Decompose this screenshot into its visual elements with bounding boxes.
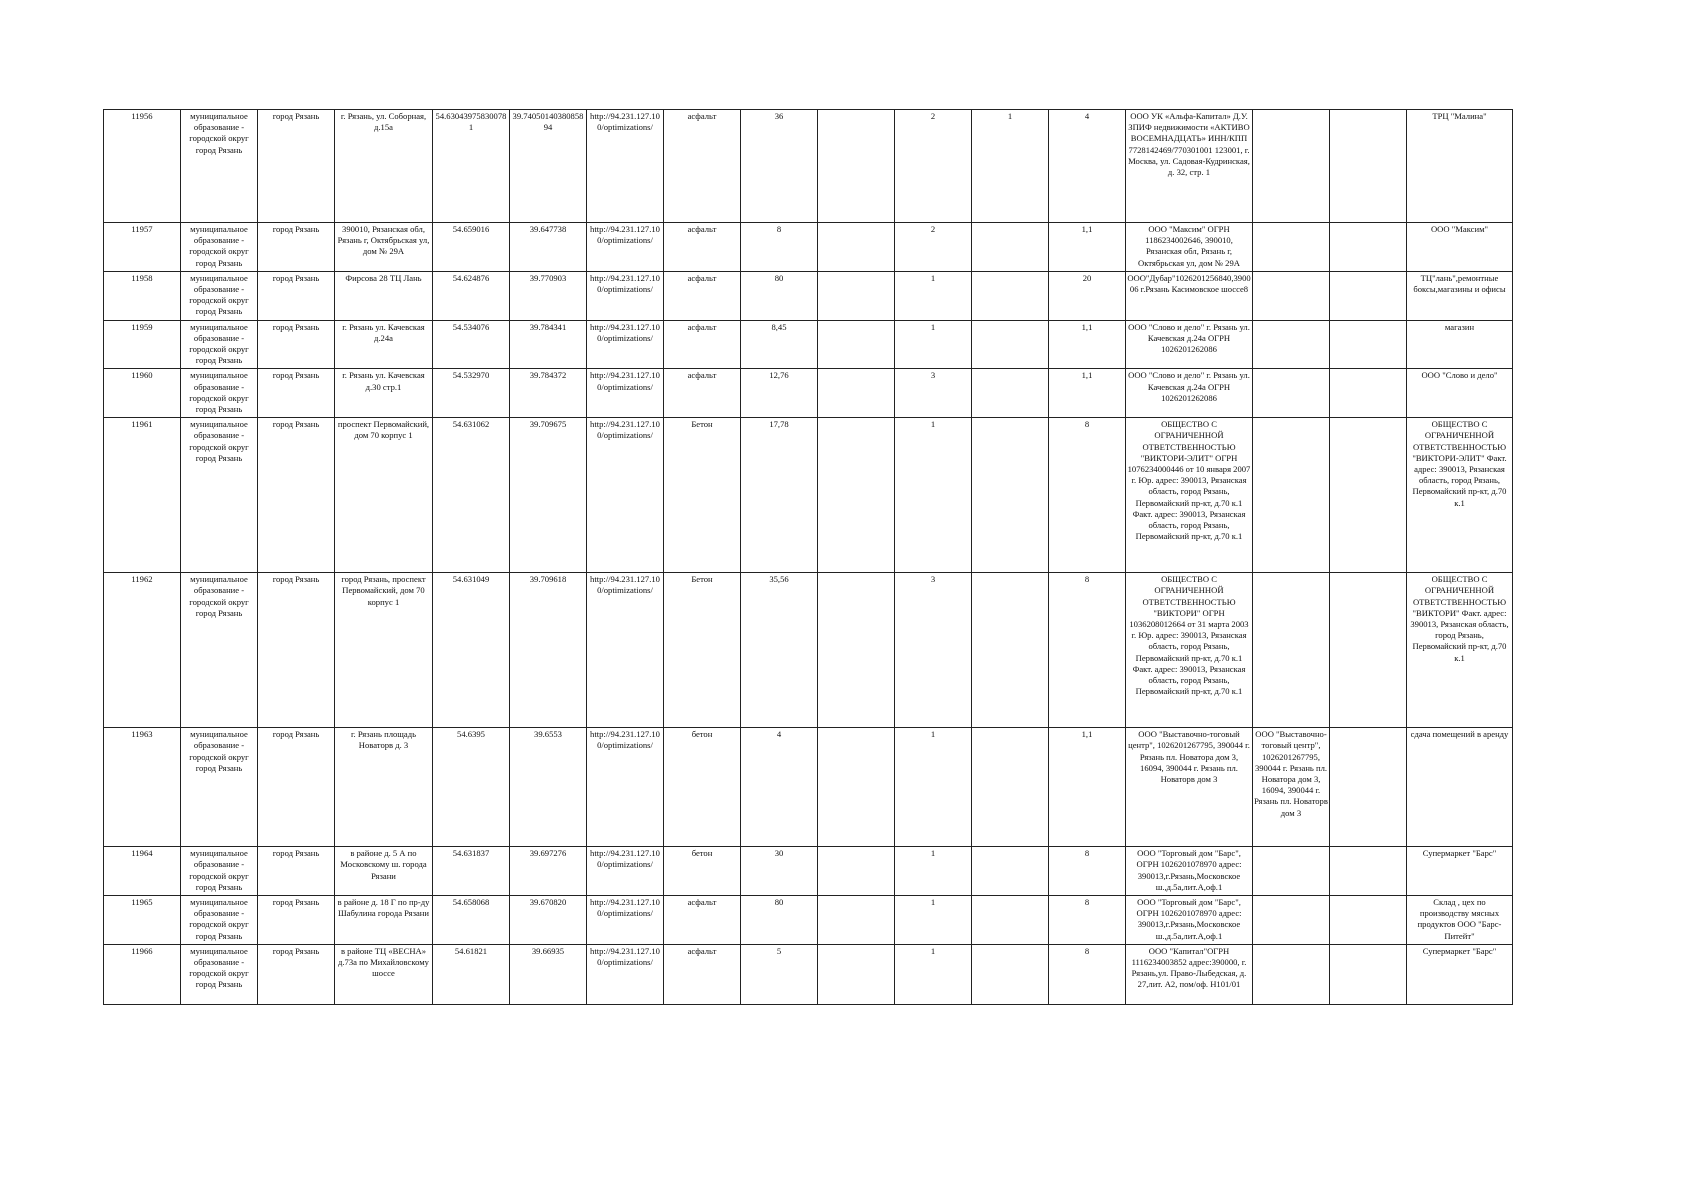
latitude-cell: 54.61821	[433, 944, 510, 1004]
municipality-cell: муниципальное образование - городской округ город Рязань	[181, 728, 258, 847]
volume-cell: 8	[1049, 418, 1126, 573]
url-cell: http://94.231.127.100/optimizations/	[587, 573, 664, 728]
container-count-cell: 2	[895, 110, 972, 223]
planned-count-cell	[972, 369, 1049, 418]
empty-cell	[1330, 418, 1407, 573]
volume-cell: 1,1	[1049, 320, 1126, 369]
empty-cell	[1330, 896, 1407, 945]
municipality-cell: муниципальное образование - городской округ город Рязань	[181, 418, 258, 573]
settlement-cell: город Рязань	[258, 110, 335, 223]
container-count-cell: 1	[895, 271, 972, 320]
latitude-cell: 54.631062	[433, 418, 510, 573]
latitude-cell: 54.659016	[433, 223, 510, 272]
owner-extra-cell	[1253, 896, 1330, 945]
empty-cell	[818, 320, 895, 369]
row-id: 11956	[104, 110, 181, 223]
empty-cell	[818, 896, 895, 945]
area-cell: 4	[741, 728, 818, 847]
settlement-cell: город Рязань	[258, 320, 335, 369]
waste-source-cell: ОБЩЕСТВО С ОГРАНИЧЕННОЙ ОТВЕТСТВЕННОСТЬЮ "ВИКТОРИ" Факт. адрес: 390013, Рязанская область, город Рязань, Первомайский пр-кт, д.70 к.1	[1407, 573, 1513, 728]
longitude-cell: 39.647738	[510, 223, 587, 272]
url-cell: http://94.231.127.100/optimizations/	[587, 223, 664, 272]
row-id: 11965	[104, 896, 181, 945]
table-row	[104, 847, 1513, 896]
owner-extra-cell	[1253, 223, 1330, 272]
container-count-cell: 1	[895, 847, 972, 896]
planned-count-cell	[972, 271, 1049, 320]
url-cell: http://94.231.127.100/optimizations/	[587, 847, 664, 896]
container-count-cell: 3	[895, 573, 972, 728]
settlement-cell: город Рязань	[258, 847, 335, 896]
row-id: 11957	[104, 223, 181, 272]
empty-cell	[818, 573, 895, 728]
url-cell: http://94.231.127.100/optimizations/	[587, 271, 664, 320]
planned-count-cell: 1	[972, 110, 1049, 223]
longitude-cell: 39.6553	[510, 728, 587, 847]
owner-cell: ООО "Максим" ОГРН 1186234002646, 390010, Рязанская обл, Рязань г, Октябрьская ул, дом № 29А	[1126, 223, 1253, 272]
address-cell: в районе д. 5 А по Московскому ш. города Рязани	[335, 847, 433, 896]
row-id: 11962	[104, 573, 181, 728]
area-cell: 36	[741, 110, 818, 223]
empty-cell	[818, 728, 895, 847]
volume-cell: 8	[1049, 573, 1126, 728]
owner-cell: ООО"Дубар"1026201256840,390006 г.Рязань Касимовское шоссе8	[1126, 271, 1253, 320]
planned-count-cell	[972, 223, 1049, 272]
municipality-cell: муниципальное образование - городской округ город Рязань	[181, 944, 258, 1004]
latitude-cell: 54.624876	[433, 271, 510, 320]
area-cell: 5	[741, 944, 818, 1004]
longitude-cell: 39.784341	[510, 320, 587, 369]
table-row	[104, 110, 1513, 223]
registry-table-body	[104, 110, 1513, 1005]
settlement-cell: город Рязань	[258, 896, 335, 945]
empty-cell	[1330, 944, 1407, 1004]
owner-extra-cell	[1253, 110, 1330, 223]
owner-extra-cell	[1253, 320, 1330, 369]
latitude-cell: 54.532970	[433, 369, 510, 418]
table-row	[104, 944, 1513, 1004]
container-count-cell: 1	[895, 728, 972, 847]
owner-extra-cell	[1253, 418, 1330, 573]
empty-cell	[818, 223, 895, 272]
owner-cell: ОБЩЕСТВО С ОГРАНИЧЕННОЙ ОТВЕТСТВЕННОСТЬЮ "ВИКТОРИ-ЭЛИТ" ОГРН 1076234000446 от 10 января 2007 г. Юр. адрес: 390013, Рязанская область, город Рязань, Первомайский пр-кт, д.70 к.1 Факт. адрес: 390013, Рязанская область, город Рязань, Первомайский пр-кт, д.70 к.1	[1126, 418, 1253, 573]
owner-extra-cell	[1253, 271, 1330, 320]
container-count-cell: 1	[895, 944, 972, 1004]
area-cell: 80	[741, 271, 818, 320]
address-cell: г. Рязань площадь Новаторв д. 3	[335, 728, 433, 847]
address-cell: г. Рязань ул. Качевская д.30 стр.1	[335, 369, 433, 418]
surface-cell: асфальт	[664, 320, 741, 369]
owner-extra-cell	[1253, 847, 1330, 896]
waste-source-cell: ООО "Слово и дело"	[1407, 369, 1513, 418]
address-cell: проспект Первомайский, дом 70 корпус 1	[335, 418, 433, 573]
longitude-cell: 39.709618	[510, 573, 587, 728]
owner-cell: ООО "Торговый дом "Барс", ОГРН 1026201078970 адрес: 390013,г.Рязань,Московское ш.,д.5а,лит.А,оф.1	[1126, 896, 1253, 945]
volume-cell: 1,1	[1049, 369, 1126, 418]
waste-source-cell: Склад , цех по производству мясных продуктов ООО "Барс-Питейт"	[1407, 896, 1513, 945]
settlement-cell: город Рязань	[258, 728, 335, 847]
surface-cell: асфальт	[664, 896, 741, 945]
surface-cell: бетон	[664, 847, 741, 896]
surface-cell: асфальт	[664, 271, 741, 320]
area-cell: 30	[741, 847, 818, 896]
settlement-cell: город Рязань	[258, 271, 335, 320]
empty-cell	[1330, 847, 1407, 896]
empty-cell	[818, 110, 895, 223]
container-count-cell: 1	[895, 896, 972, 945]
empty-cell	[1330, 271, 1407, 320]
settlement-cell: город Рязань	[258, 573, 335, 728]
registry-table	[103, 109, 1513, 1005]
area-cell: 12,76	[741, 369, 818, 418]
table-row	[104, 728, 1513, 847]
volume-cell: 8	[1049, 944, 1126, 1004]
area-cell: 80	[741, 896, 818, 945]
area-cell: 17,78	[741, 418, 818, 573]
empty-cell	[818, 944, 895, 1004]
municipality-cell: муниципальное образование - городской округ город Рязань	[181, 896, 258, 945]
latitude-cell: 54.631837	[433, 847, 510, 896]
container-count-cell: 3	[895, 369, 972, 418]
waste-source-cell: ООО "Максим"	[1407, 223, 1513, 272]
empty-cell	[1330, 369, 1407, 418]
row-id: 11958	[104, 271, 181, 320]
planned-count-cell	[972, 847, 1049, 896]
owner-cell: ОБЩЕСТВО С ОГРАНИЧЕННОЙ ОТВЕТСТВЕННОСТЬЮ "ВИКТОРИ" ОГРН 1036208012664 от 31 марта 2003 г. Юр. адрес: 390013, Рязанская область, город Рязань, Первомайский пр-кт, д.70 к.1 Факт. адрес: 390013, Рязанская область, город Рязань, Первомайский пр-кт, д.70 к.1	[1126, 573, 1253, 728]
table-row	[104, 896, 1513, 945]
empty-cell	[818, 847, 895, 896]
row-id: 11961	[104, 418, 181, 573]
volume-cell: 8	[1049, 896, 1126, 945]
owner-extra-cell	[1253, 369, 1330, 418]
area-cell: 35,56	[741, 573, 818, 728]
volume-cell: 4	[1049, 110, 1126, 223]
municipality-cell: муниципальное образование - городской округ город Рязань	[181, 320, 258, 369]
container-count-cell: 2	[895, 223, 972, 272]
volume-cell: 1,1	[1049, 223, 1126, 272]
waste-source-cell: ОБЩЕСТВО С ОГРАНИЧЕННОЙ ОТВЕТСТВЕННОСТЬЮ "ВИКТОРИ-ЭЛИТ" Факт. адрес: 390013, Рязанская область, город Рязань, Первомайский пр-кт, д.70 к.1	[1407, 418, 1513, 573]
owner-cell: ООО "Торговый дом "Барс", ОГРН 1026201078970 адрес: 390013,г.Рязань,Московское ш.,д.5а,лит.А,оф.1	[1126, 847, 1253, 896]
municipality-cell: муниципальное образование - городской округ город Рязань	[181, 369, 258, 418]
address-cell: город Рязань, проспект Первомайский, дом 70 корпус 1	[335, 573, 433, 728]
waste-source-cell: ТЦ"лань",ремонтные боксы,магазины и офисы	[1407, 271, 1513, 320]
owner-cell: ООО УК «Альфа-Капитал» Д.У. ЗПИФ недвижимости «АКТИВО ВОСЕМНАДЦАТЬ» ИНН/КПП 7728142469/770301001 123001, г. Москва, ул. Садовая-Кудринская, д. 32, стр. 1	[1126, 110, 1253, 223]
url-cell: http://94.231.127.100/optimizations/	[587, 320, 664, 369]
municipality-cell: муниципальное образование - городской округ город Рязань	[181, 223, 258, 272]
longitude-cell: 39.770903	[510, 271, 587, 320]
waste-source-cell: Супермаркет "Барс"	[1407, 944, 1513, 1004]
municipality-cell: муниципальное образование - городской округ город Рязань	[181, 110, 258, 223]
table-row	[104, 223, 1513, 272]
owner-extra-cell: ООО "Выставочно-тоговый центр", 1026201267795, 390044 г. Рязань пл. Новатора дом 3, 16094, 390044 г. Рязань пл. Новаторв дом 3	[1253, 728, 1330, 847]
volume-cell: 8	[1049, 847, 1126, 896]
empty-cell	[1330, 728, 1407, 847]
surface-cell: Бетон	[664, 418, 741, 573]
address-cell: 390010, Рязанская обл, Рязань г, Октябрьская ул, дом № 29А	[335, 223, 433, 272]
row-id: 11963	[104, 728, 181, 847]
url-cell: http://94.231.127.100/optimizations/	[587, 728, 664, 847]
settlement-cell: город Рязань	[258, 223, 335, 272]
container-count-cell: 1	[895, 418, 972, 573]
planned-count-cell	[972, 896, 1049, 945]
longitude-cell: 39.66935	[510, 944, 587, 1004]
planned-count-cell	[972, 573, 1049, 728]
owner-extra-cell	[1253, 573, 1330, 728]
row-id: 11966	[104, 944, 181, 1004]
table-row	[104, 320, 1513, 369]
surface-cell: Бетон	[664, 573, 741, 728]
row-id: 11960	[104, 369, 181, 418]
url-cell: http://94.231.127.100/optimizations/	[587, 369, 664, 418]
municipality-cell: муниципальное образование - городской округ город Рязань	[181, 573, 258, 728]
owner-cell: ООО "Слово и дело" г. Рязань ул. Качевская д.24а ОГРН 1026201262086	[1126, 369, 1253, 418]
area-cell: 8,45	[741, 320, 818, 369]
address-cell: Фирсова 28 ТЦ Лань	[335, 271, 433, 320]
planned-count-cell	[972, 418, 1049, 573]
latitude-cell: 54.630439758300781	[433, 110, 510, 223]
waste-source-cell: Супермаркет "Барс"	[1407, 847, 1513, 896]
owner-cell: ООО "Слово и дело" г. Рязань ул. Качевская д.24а ОГРН 1026201262086	[1126, 320, 1253, 369]
longitude-cell: 39.709675	[510, 418, 587, 573]
longitude-cell: 39.7405014038085894	[510, 110, 587, 223]
surface-cell: бетон	[664, 728, 741, 847]
settlement-cell: город Рязань	[258, 369, 335, 418]
surface-cell: асфальт	[664, 369, 741, 418]
latitude-cell: 54.534076	[433, 320, 510, 369]
municipality-cell: муниципальное образование - городской округ город Рязань	[181, 271, 258, 320]
url-cell: http://94.231.127.100/optimizations/	[587, 944, 664, 1004]
settlement-cell: город Рязань	[258, 418, 335, 573]
waste-source-cell: магазин	[1407, 320, 1513, 369]
settlement-cell: город Рязань	[258, 944, 335, 1004]
empty-cell	[1330, 223, 1407, 272]
empty-cell	[818, 271, 895, 320]
url-cell: http://94.231.127.100/optimizations/	[587, 896, 664, 945]
table-row	[104, 369, 1513, 418]
latitude-cell: 54.6395	[433, 728, 510, 847]
owner-cell: ООО "Выставочно-тоговый центр", 1026201267795, 390044 г. Рязань пл. Новатора дом 3, 16094, 390044 г. Рязань пл. Новаторв дом 3	[1126, 728, 1253, 847]
address-cell: г. Рязань ул. Качевская д.24а	[335, 320, 433, 369]
surface-cell: асфальт	[664, 223, 741, 272]
longitude-cell: 39.697276	[510, 847, 587, 896]
empty-cell	[1330, 573, 1407, 728]
waste-source-cell: ТРЦ "Малина"	[1407, 110, 1513, 223]
table-row	[104, 271, 1513, 320]
planned-count-cell	[972, 944, 1049, 1004]
planned-count-cell	[972, 728, 1049, 847]
url-cell: http://94.231.127.100/optimizations/	[587, 418, 664, 573]
table-row	[104, 418, 1513, 573]
row-id: 11964	[104, 847, 181, 896]
empty-cell	[1330, 110, 1407, 223]
owner-extra-cell	[1253, 944, 1330, 1004]
address-cell: в районе д. 18 Г по пр-ду Шабулина города Рязани	[335, 896, 433, 945]
municipality-cell: муниципальное образование - городской округ город Рязань	[181, 847, 258, 896]
url-cell: http://94.231.127.100/optimizations/	[587, 110, 664, 223]
surface-cell: асфальт	[664, 110, 741, 223]
latitude-cell: 54.631049	[433, 573, 510, 728]
volume-cell: 20	[1049, 271, 1126, 320]
area-cell: 8	[741, 223, 818, 272]
empty-cell	[818, 418, 895, 573]
planned-count-cell	[972, 320, 1049, 369]
address-cell: в районе ТЦ «ВЕСНА» д.73а по Михайловскому шоссе	[335, 944, 433, 1004]
latitude-cell: 54.658068	[433, 896, 510, 945]
row-id: 11959	[104, 320, 181, 369]
empty-cell	[1330, 320, 1407, 369]
table-row	[104, 573, 1513, 728]
longitude-cell: 39.784372	[510, 369, 587, 418]
address-cell: г. Рязань, ул. Соборная, д.15а	[335, 110, 433, 223]
volume-cell: 1,1	[1049, 728, 1126, 847]
longitude-cell: 39.670820	[510, 896, 587, 945]
empty-cell	[818, 369, 895, 418]
owner-cell: ООО "Капитал"ОГРН 1116234003852 адрес:390000, г. Рязань,ул. Право-Лыбедская, д. 27,лит. А2, пом/оф. Н101/01	[1126, 944, 1253, 1004]
container-count-cell: 1	[895, 320, 972, 369]
surface-cell: асфальт	[664, 944, 741, 1004]
waste-source-cell: сдача помещений в аренду	[1407, 728, 1513, 847]
